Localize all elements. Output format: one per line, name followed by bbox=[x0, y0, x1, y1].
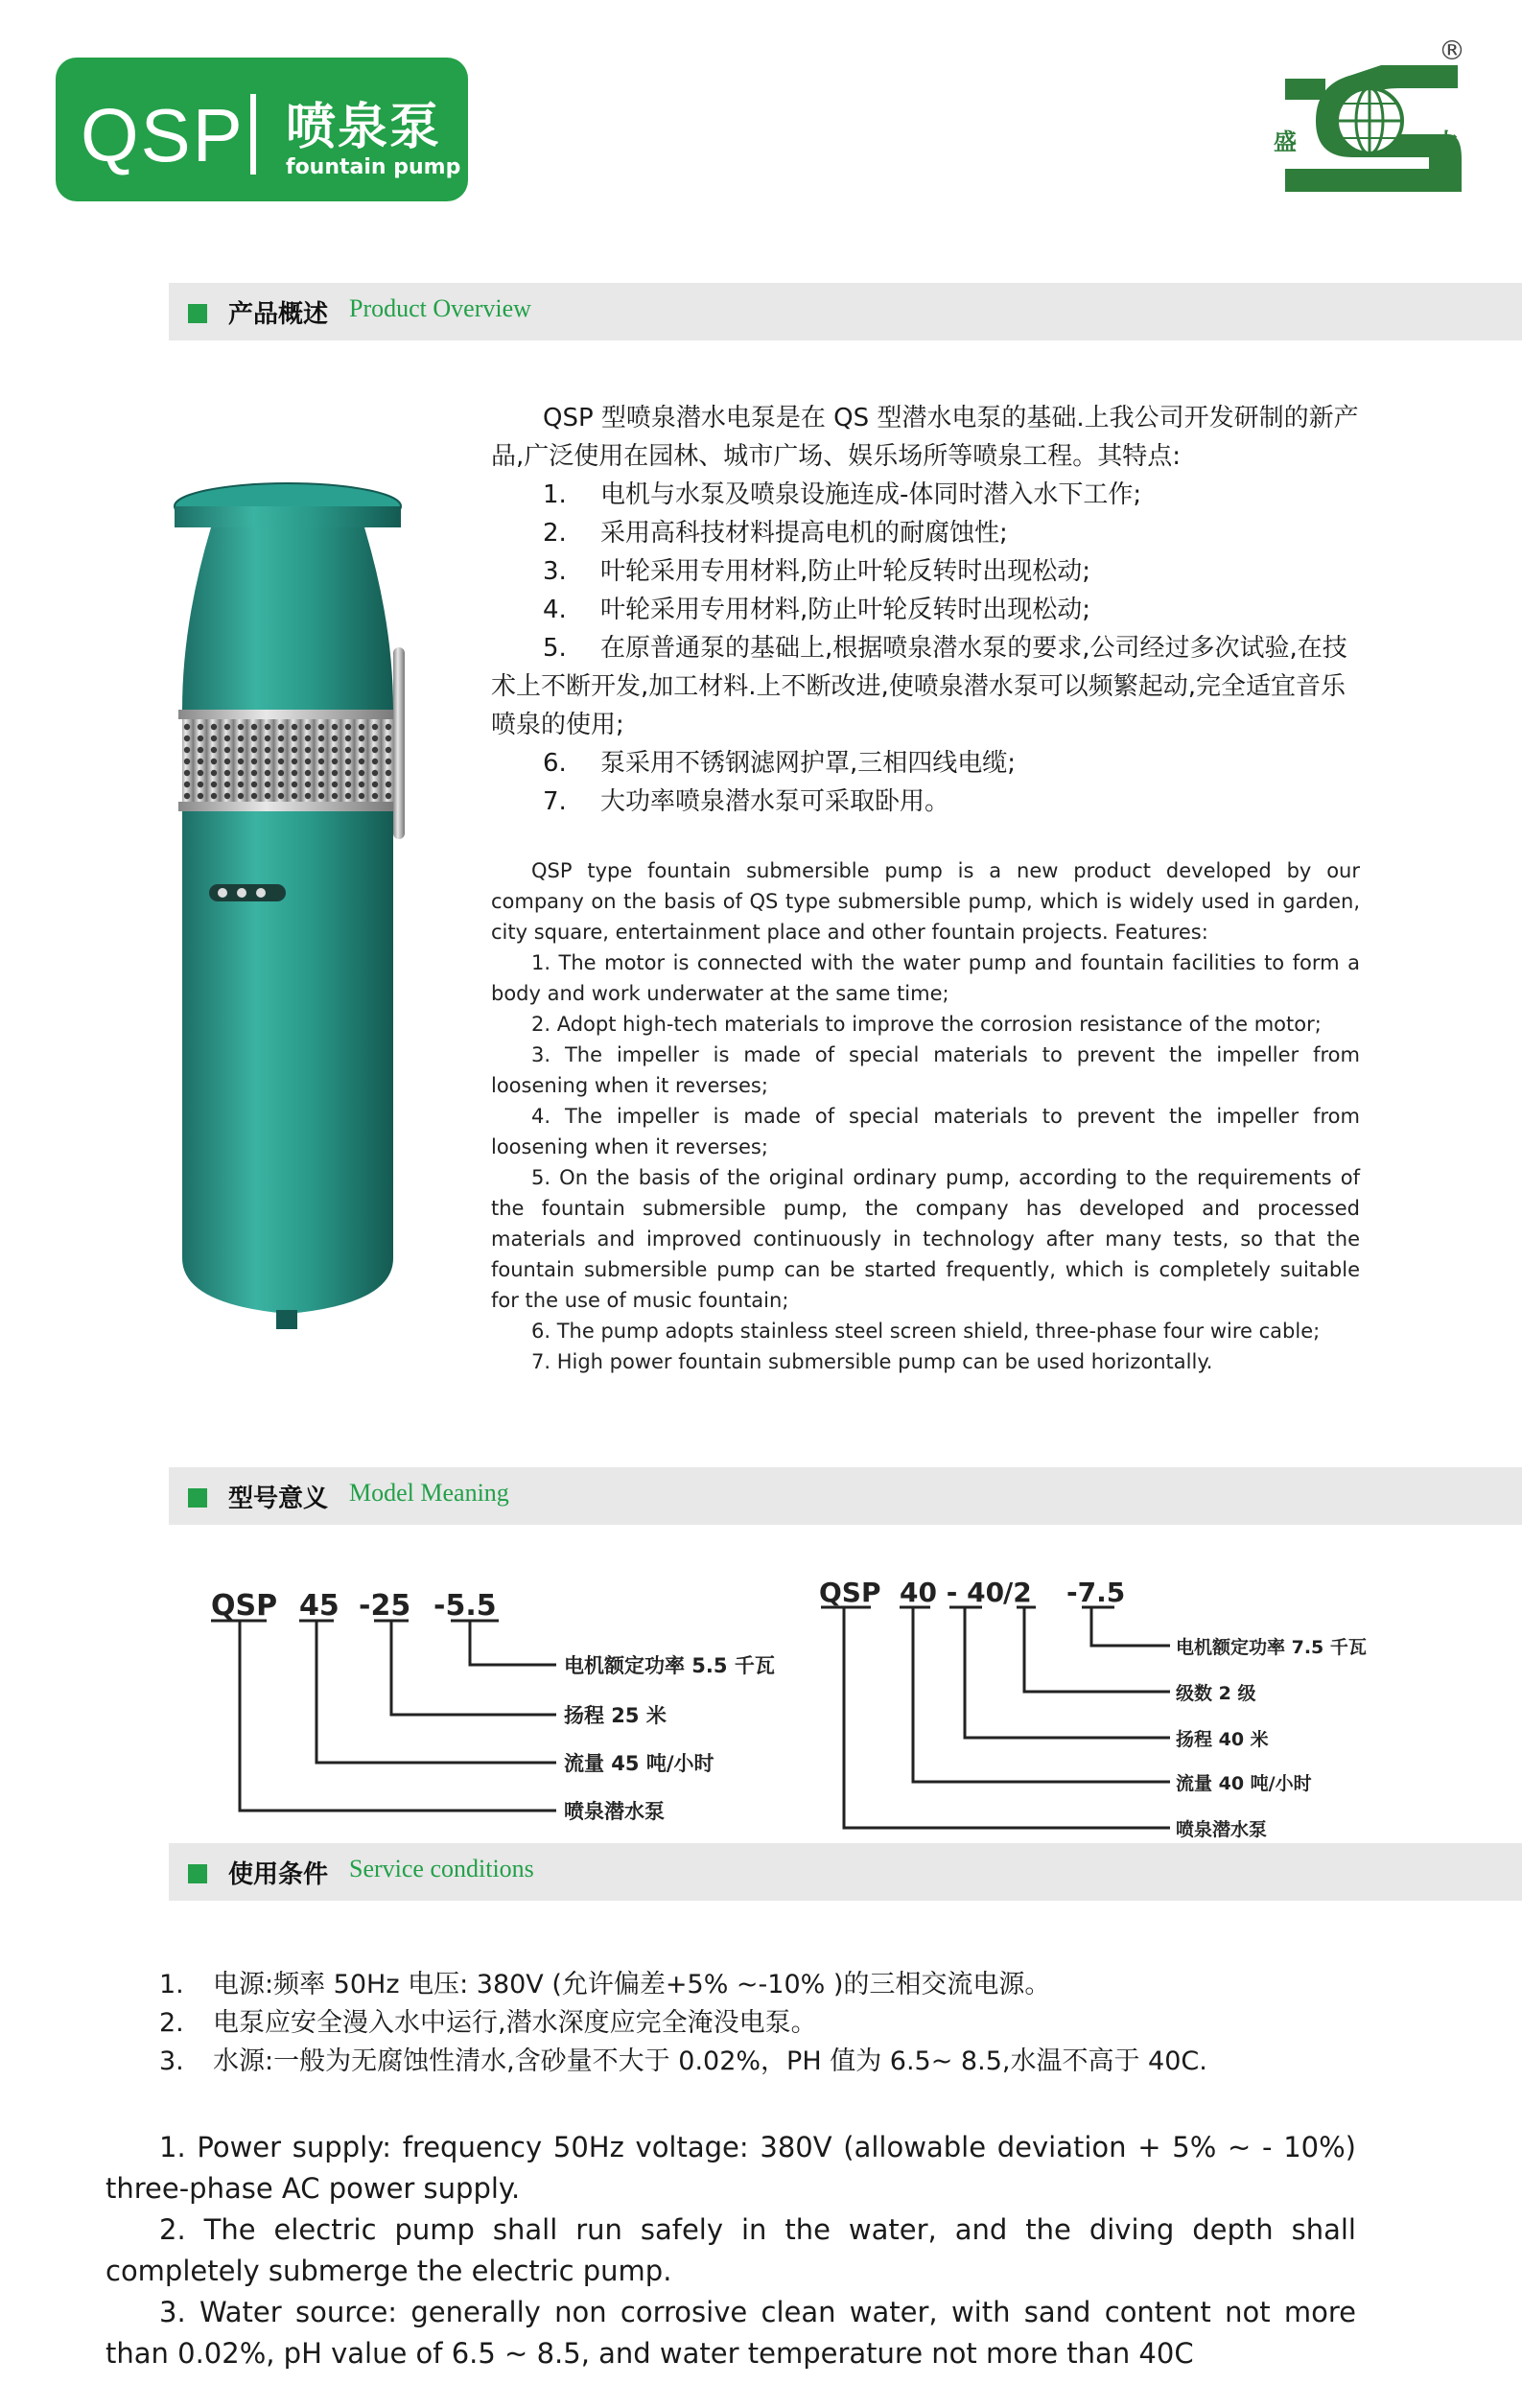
list-item bbox=[491, 591, 1360, 629]
label-series: 喷泉潜水泵 bbox=[1176, 1819, 1268, 1840]
list-item: 3. The impeller is made of special materials to prevent the impeller from loosening when it reverses; bbox=[491, 1043, 1360, 1097]
list-item bbox=[491, 476, 1360, 514]
model-diagram bbox=[192, 1573, 1381, 1860]
list-item bbox=[491, 744, 1360, 783]
code-head: -25 bbox=[359, 1589, 411, 1623]
item-text: 电泵应安全漫入水中运行,潜水深度应完全淹没电泵。 bbox=[213, 2008, 817, 2038]
item-text: 电机与水泵及喷泉设施连成-体同时潜入水下工作; bbox=[600, 480, 1142, 509]
title-zh: 喷泉泵 bbox=[286, 99, 442, 156]
logo-right-char: 太 bbox=[1435, 128, 1458, 155]
item-number: 2. bbox=[159, 2008, 184, 2038]
list-item bbox=[491, 629, 1360, 744]
item-number: 7. bbox=[543, 787, 567, 816]
section-title-en: Service conditions bbox=[349, 1855, 534, 1882]
item-text: 电源:频率 50Hz 电压: 380V (允许偏差+5% ~-10% )的三相交流电源。 bbox=[213, 1970, 1051, 1999]
label-flow: 流量 40 吨/小时 bbox=[1176, 1773, 1312, 1794]
list-item: 1. The motor is connected with the water pump and fountain facilities to form a body and work underwater at the same time; bbox=[491, 951, 1360, 1005]
badge-divider bbox=[250, 94, 256, 175]
item-text: 叶轮采用专用材料,防止叶轮反转时出现松动; bbox=[600, 557, 1091, 586]
list-item bbox=[491, 514, 1360, 552]
model-code: QSP bbox=[81, 93, 245, 177]
label-head: 扬程 40 米 bbox=[1176, 1729, 1269, 1750]
section-title-zh: 使用条件 bbox=[228, 1860, 329, 1889]
list-item bbox=[159, 1966, 1358, 2004]
code-power: -7.5 bbox=[1066, 1577, 1126, 1608]
list-item: 4. The impeller is made of special materials to prevent the impeller from loosening when it reverses; bbox=[491, 1105, 1360, 1158]
list-item: 3. Water source: generally non corrosive clean water, with sand content not more than 0.02%, pH value of 6.5 ~ 8.5, and water temperature not more than 40C bbox=[105, 2296, 1356, 2370]
pump-illustration bbox=[153, 479, 432, 1362]
section-title-zh: 型号意义 bbox=[228, 1485, 329, 1513]
code-series: QSP bbox=[819, 1577, 881, 1608]
label-series: 喷泉潜水泵 bbox=[564, 1800, 665, 1823]
list-item: 7. High power fountain submersible pump can be used horizontally. bbox=[531, 1350, 1213, 1373]
code-flow-head: 40 - 40 bbox=[900, 1577, 1005, 1608]
item-number: 2. bbox=[543, 519, 567, 548]
section-square-icon bbox=[188, 1864, 207, 1883]
header-badge bbox=[56, 58, 468, 201]
registered-mark: ® bbox=[1439, 35, 1465, 66]
list-item bbox=[491, 783, 1360, 821]
overview-zh-intro: QSP 型喷泉潜水电泵是在 QS 型潜水电泵的基础.上我公司开发研制的新产品,广泛使用在园林、城市广场、娱乐场所等喷泉工程。其特点: bbox=[491, 404, 1359, 471]
list-item bbox=[159, 2043, 1358, 2081]
section-bar-overview bbox=[169, 283, 1522, 340]
section-square-icon bbox=[188, 304, 207, 323]
list-item: 1. Power supply: frequency 50Hz voltage: 380V (allowable deviation + 5% ~ - 10%) three-phase AC power supply. bbox=[105, 2131, 1356, 2205]
code-stages: /2 bbox=[1003, 1577, 1032, 1608]
code-flow: 45 bbox=[299, 1589, 340, 1623]
list-item: 2. The electric pump shall run safely in the water, and the diving depth shall completely submerge the electric pump. bbox=[105, 2213, 1356, 2287]
item-text: 水源:一般为无腐蚀性清水,含砂量不大于 0.02%，PH 值为 6.5~ 8.5,水温不高于 40C. bbox=[213, 2046, 1207, 2076]
section-title-zh: 产品概述 bbox=[228, 300, 329, 329]
item-number: 5. bbox=[543, 634, 567, 663]
list-item bbox=[159, 2004, 1358, 2043]
title-en: fountain pump bbox=[286, 155, 461, 179]
brand-logo bbox=[1256, 29, 1477, 211]
item-number: 1. bbox=[543, 480, 567, 509]
label-stages: 级数 2 级 bbox=[1176, 1683, 1256, 1704]
list-item bbox=[491, 552, 1360, 591]
service-zh bbox=[159, 1966, 1358, 2081]
item-number: 3. bbox=[543, 557, 567, 586]
item-text: 叶轮采用专用材料,防止叶轮反转时出现松动; bbox=[600, 596, 1091, 624]
item-number: 4. bbox=[543, 596, 567, 624]
label-power: 电机额定功率 7.5 千瓦 bbox=[1176, 1637, 1367, 1658]
item-text: 采用高科技材料提高电机的耐腐蚀性; bbox=[600, 519, 1008, 548]
label-head: 扬程 25 米 bbox=[564, 1704, 667, 1727]
section-square-icon bbox=[188, 1488, 207, 1508]
item-number: 6. bbox=[543, 749, 567, 778]
label-power: 电机额定功率 5.5 千瓦 bbox=[564, 1654, 775, 1677]
label-flow: 流量 45 吨/小时 bbox=[564, 1752, 714, 1775]
list-item: 6. The pump adopts stainless steel screen shield, three-phase four wire cable; bbox=[531, 1320, 1321, 1343]
code-series: QSP bbox=[211, 1589, 278, 1623]
overview-zh bbox=[491, 399, 1360, 821]
service-en bbox=[105, 2127, 1356, 2374]
item-number: 3. bbox=[159, 2046, 184, 2076]
section-bar-service bbox=[169, 1843, 1522, 1901]
item-text: 在原普通泵的基础上,根据喷泉潜水泵的要求,公司经过多次试验,在技术上不断开发,加工材料.上不断改进,使喷泉潜水泵可以频繁起动,完全适宜音乐喷泉的使用; bbox=[491, 634, 1347, 739]
list-item: 5. On the basis of the original ordinary pump, according to the requirements of the fountain submersible pump, the company has developed and processed materials and improved continuously in technology after many tests, so that the fountain submersible pump can be started frequently, which is completely suitable for the use of music fountain; bbox=[491, 1166, 1360, 1312]
overview-en bbox=[491, 855, 1360, 1377]
section-bar-model bbox=[169, 1467, 1522, 1525]
section-title-en: Model Meaning bbox=[349, 1479, 509, 1507]
overview-en-intro: QSP type fountain submersible pump is a new product developed by our company on the basis of QS type submersible pump, which is widely used in garden, city square, entertainment place and other fountain projects. Features: bbox=[491, 859, 1360, 944]
item-text: 泵采用不锈钢滤网护罩,三相四线电缆; bbox=[600, 749, 1017, 778]
list-item: 2. Adopt high-tech materials to improve the corrosion resistance of the motor; bbox=[531, 1013, 1322, 1036]
code-power: -5.5 bbox=[433, 1589, 497, 1623]
item-text: 大功率喷泉潜水泵可采取卧用。 bbox=[600, 787, 950, 816]
section-title-en: Product Overview bbox=[349, 294, 531, 322]
item-number: 1. bbox=[159, 1970, 184, 1999]
logo-left-char: 盛 bbox=[1274, 128, 1297, 155]
